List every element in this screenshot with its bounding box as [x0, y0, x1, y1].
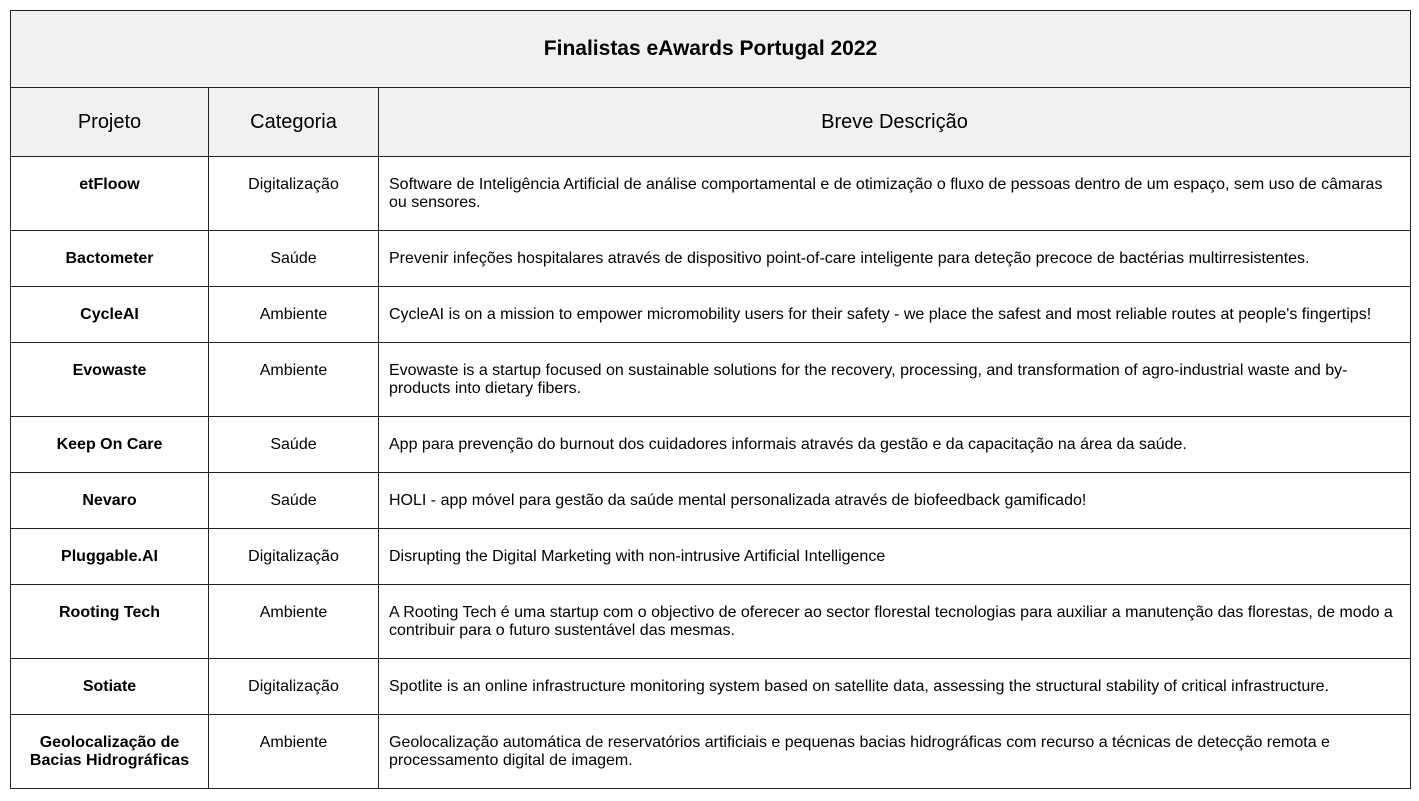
project-description: Spotlite is an online infrastructure monitoring system based on satellite data, assessing the structural stability of critical infrastructure.	[379, 659, 1411, 715]
project-description: Software de Inteligência Artificial de análise comportamental e de otimização o fluxo de pessoas dentro de um espaço, sem uso de câmaras ou sensores.	[379, 157, 1411, 231]
project-name: Pluggable.AI	[11, 529, 209, 585]
table-row	[11, 659, 1411, 715]
project-category: Saúde	[209, 473, 379, 529]
table-row	[11, 231, 1411, 287]
project-name: etFloow	[11, 157, 209, 231]
project-description: App para prevenção do burnout dos cuidadores informais através da gestão e da capacitação na área da saúde.	[379, 417, 1411, 473]
table-row	[11, 585, 1411, 659]
project-name: CycleAI	[11, 287, 209, 343]
project-name: Evowaste	[11, 343, 209, 417]
table-row	[11, 529, 1411, 585]
finalists-table	[10, 10, 1411, 789]
project-category: Digitalização	[209, 529, 379, 585]
project-name: Geolocalização de Bacias Hidrográficas	[11, 715, 209, 789]
header-project: Projeto	[11, 88, 209, 157]
project-category: Ambiente	[209, 343, 379, 417]
project-name: Rooting Tech	[11, 585, 209, 659]
project-category: Ambiente	[209, 585, 379, 659]
project-description: Prevenir infeções hospitalares através de dispositivo point-of-care inteligente para deteção precoce de bactérias multirresistentes.	[379, 231, 1411, 287]
project-description: Evowaste is a startup focused on sustainable solutions for the recovery, processing, and transformation of agro-industrial waste and by-products into dietary fibers.	[379, 343, 1411, 417]
project-name: Nevaro	[11, 473, 209, 529]
project-name: Bactometer	[11, 231, 209, 287]
project-category: Ambiente	[209, 715, 379, 789]
project-category: Digitalização	[209, 659, 379, 715]
project-category: Saúde	[209, 231, 379, 287]
project-category: Digitalização	[209, 157, 379, 231]
table-row	[11, 343, 1411, 417]
project-name: Keep On Care	[11, 417, 209, 473]
project-category: Saúde	[209, 417, 379, 473]
project-description: HOLI - app móvel para gestão da saúde mental personalizada através de biofeedback gamificado!	[379, 473, 1411, 529]
title-row	[11, 11, 1411, 88]
project-description: Geolocalização automática de reservatórios artificiais e pequenas bacias hidrográficas com recurso a técnicas de detecção remota e processamento digital de imagem.	[379, 715, 1411, 789]
finalists-sheet	[10, 10, 1410, 789]
table-row	[11, 715, 1411, 789]
header-category: Categoria	[209, 88, 379, 157]
table-row	[11, 417, 1411, 473]
table-row	[11, 473, 1411, 529]
header-row	[11, 88, 1411, 157]
project-description: CycleAI is on a mission to empower micromobility users for their safety - we place the safest and most reliable routes at people's fingertips!	[379, 287, 1411, 343]
header-description: Breve Descrição	[379, 88, 1411, 157]
project-description: Disrupting the Digital Marketing with non-intrusive Artificial Intelligence	[379, 529, 1411, 585]
table-title: Finalistas eAwards Portugal 2022	[11, 11, 1411, 88]
project-name: Sotiate	[11, 659, 209, 715]
project-description: A Rooting Tech é uma startup com o objectivo de oferecer ao sector florestal tecnologias para auxiliar a manutenção das florestas, de modo a contribuir para o futuro sustentável das mesmas.	[379, 585, 1411, 659]
table-row	[11, 157, 1411, 231]
project-category: Ambiente	[209, 287, 379, 343]
table-row	[11, 287, 1411, 343]
